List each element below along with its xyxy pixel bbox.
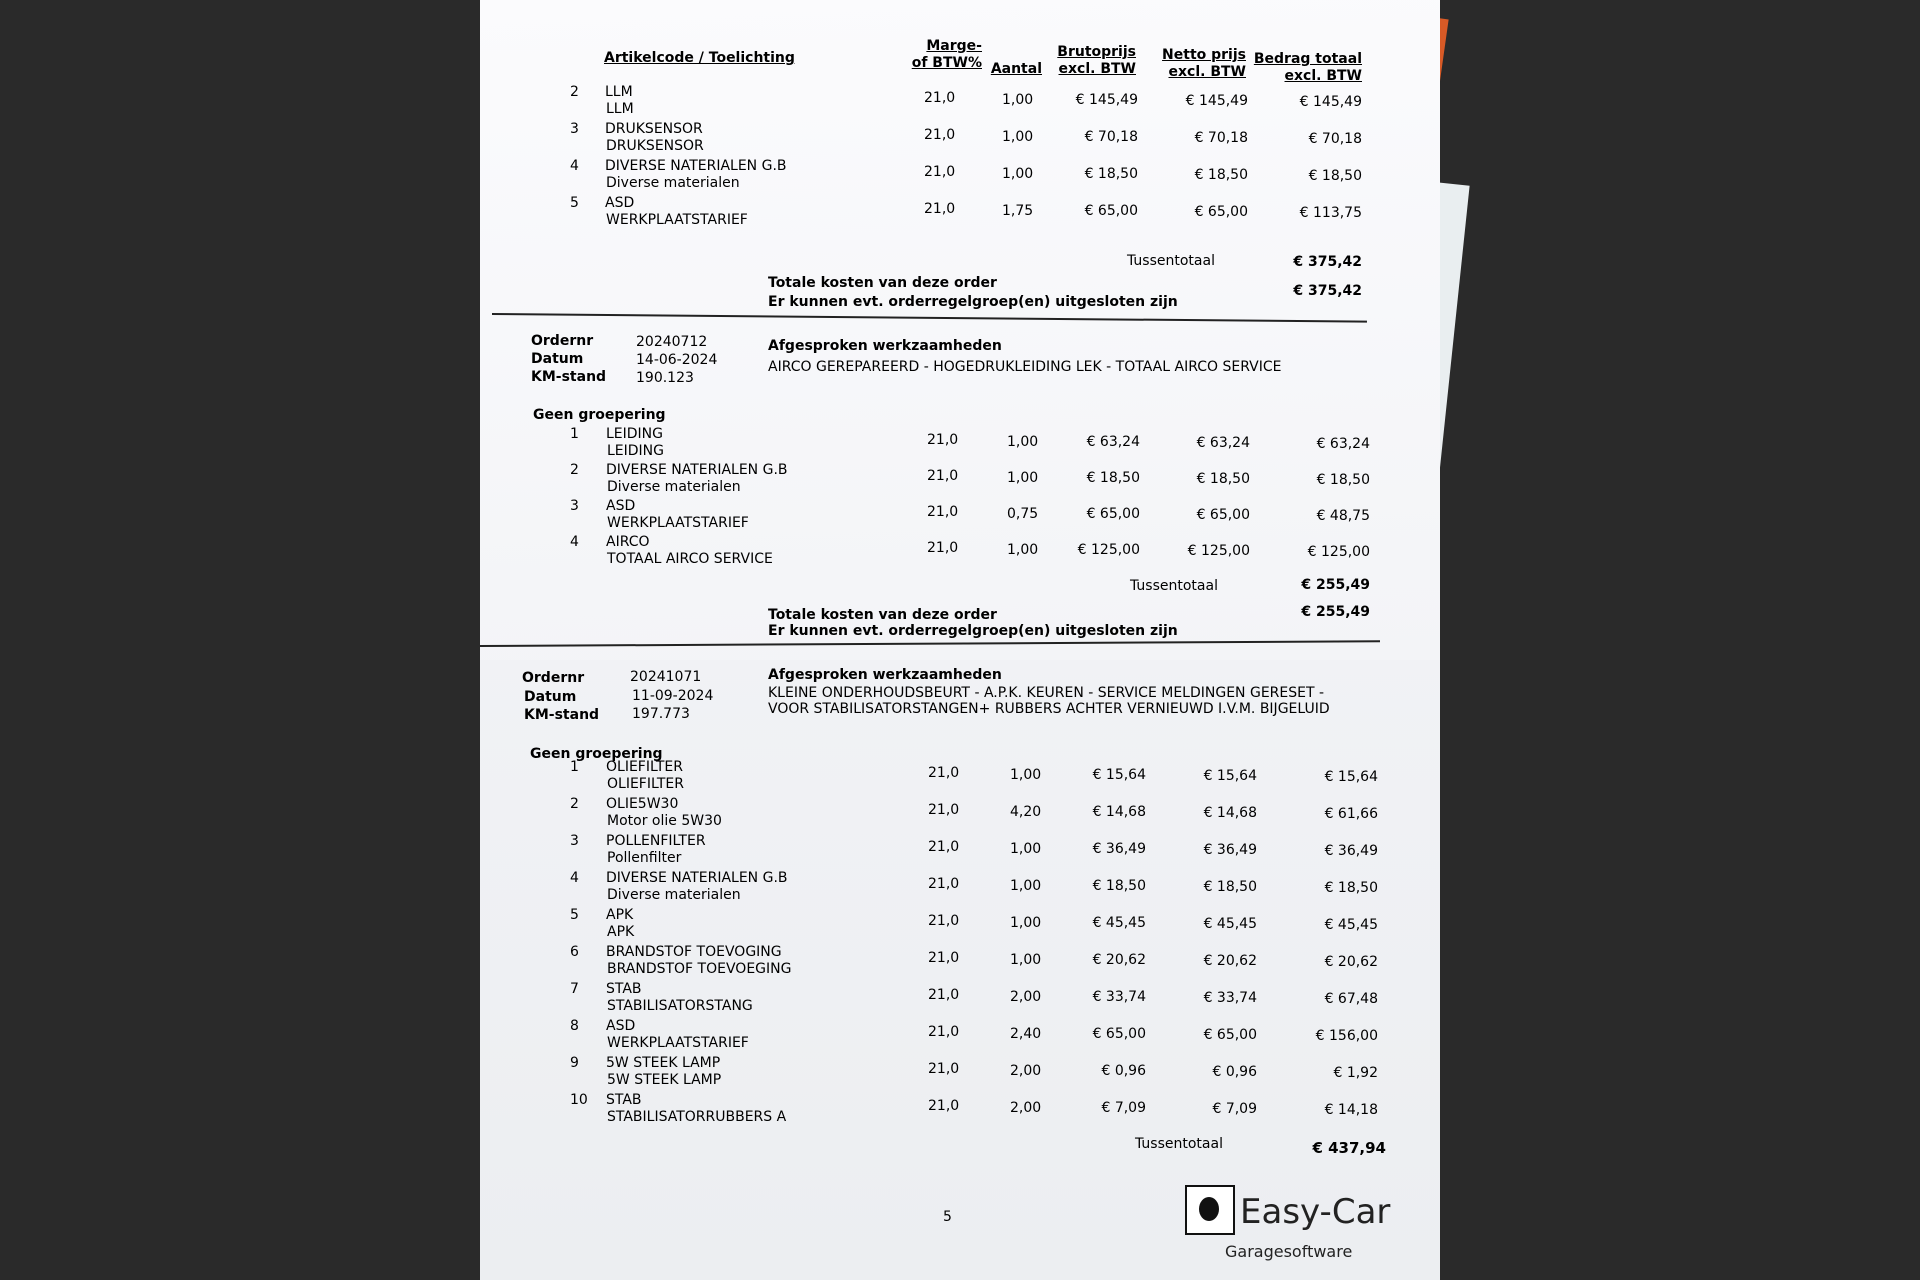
order3-row-total: € 18,50 <box>1324 880 1378 896</box>
order3-row-qty: 2,00 <box>1010 1100 1042 1116</box>
order1-row-code: DIVERSE NATERIALEN G.B <box>605 158 787 174</box>
order1-total-value: € 375,42 <box>1293 283 1362 299</box>
order1-excluded-note: Er kunnen evt. orderregelgroep(en) uitgesloten zijn <box>768 294 1178 310</box>
order3-work-line-1: KLEINE ONDERHOUDSBEURT - A.P.K. KEUREN - SERVICE MELDINGEN GERESET - <box>768 685 1325 701</box>
order2-row-qty: 0,75 <box>1007 506 1039 522</box>
order2-row-net: € 125,00 <box>1187 543 1250 559</box>
order3-row-vat: 21,0 <box>928 1061 960 1077</box>
order3-row-qty: 1,00 <box>1010 767 1042 783</box>
order3-row-number: 3 <box>570 833 579 849</box>
order1-row-description: LLM <box>606 101 634 117</box>
order2-row-gross: € 18,50 <box>1086 470 1140 486</box>
order3-row-total: € 14,18 <box>1324 1102 1378 1118</box>
background-right <box>1440 0 1920 1280</box>
order3-row-description: Motor olie 5W30 <box>607 813 722 829</box>
order3-row-qty: 4,20 <box>1010 804 1042 820</box>
order3-row-code: OLIEFILTER <box>606 759 683 775</box>
order1-total-label: Totale kosten van deze order <box>768 275 997 291</box>
order1-row-vat: 21,0 <box>924 164 956 180</box>
order3-row-vat: 21,0 <box>928 1024 960 1040</box>
order1-row-total: € 145,49 <box>1299 94 1362 110</box>
order3-row-gross: € 14,68 <box>1092 804 1146 820</box>
order3-row-code: DIVERSE NATERIALEN G.B <box>606 870 788 886</box>
order3-row-code: ASD <box>606 1018 636 1034</box>
background-left <box>0 0 480 1280</box>
order1-row-description: DRUKSENSOR <box>606 138 704 154</box>
order2-row-total: € 18,50 <box>1316 472 1370 488</box>
header-margin: Marge- of BTW% <box>911 38 982 71</box>
order2-row-code: DIVERSE NATERIALEN G.B <box>606 462 788 478</box>
order3-row-net: € 15,64 <box>1203 768 1257 784</box>
order2-total-value: € 255,49 <box>1301 604 1370 620</box>
order2-row-number: 3 <box>570 498 579 514</box>
order2-row-code: LEIDING <box>606 426 664 442</box>
order1-row-net: € 18,50 <box>1194 167 1248 183</box>
order3-row-description: STABILISATORSTANG <box>607 998 753 1014</box>
order2-row-number: 1 <box>570 426 579 442</box>
order1-row-number: 2 <box>570 84 579 100</box>
order3-row-total: € 20,62 <box>1324 954 1378 970</box>
order2-row-vat: 21,0 <box>927 468 959 484</box>
order2-row-total: € 125,00 <box>1307 544 1370 560</box>
order3-row-total: € 156,00 <box>1315 1028 1378 1044</box>
logo-subtitle: Garagesoftware <box>1225 1242 1353 1261</box>
order2-row-description: WERKPLAATSTARIEF <box>607 515 749 531</box>
order1-row-gross: € 65,00 <box>1084 203 1138 219</box>
order1-row-total: € 18,50 <box>1308 168 1362 184</box>
order3-row-qty: 1,00 <box>1010 878 1042 894</box>
order3-row-description: Pollenfilter <box>607 850 682 866</box>
order3-row-code: OLIE5W30 <box>606 796 679 812</box>
order3-row-code: STAB <box>606 1092 642 1108</box>
order3-row-code: STAB <box>606 981 642 997</box>
order2-row-total: € 63,24 <box>1316 436 1370 452</box>
order3-row-net: € 14,68 <box>1203 805 1257 821</box>
order3-km-value: 197.773 <box>632 706 690 722</box>
order3-group-label: Geen groepering <box>530 746 663 762</box>
order3-row-vat: 21,0 <box>928 765 960 781</box>
order3-row-qty: 1,00 <box>1010 915 1042 931</box>
order1-row-gross: € 18,50 <box>1084 166 1138 182</box>
order2-nr-label: Ordernr <box>531 333 594 349</box>
order2-km-value: 190.123 <box>636 370 694 386</box>
order1-row-vat: 21,0 <box>924 127 956 143</box>
order3-row-total: € 61,66 <box>1324 806 1378 822</box>
order2-row-number: 2 <box>570 462 579 478</box>
logo-name: Easy-Car <box>1240 1192 1391 1232</box>
order2-group-label: Geen groepering <box>533 407 666 423</box>
order3-row-number: 10 <box>570 1092 588 1108</box>
order3-subtotal-value: € 437,94 <box>1312 1139 1386 1157</box>
order2-work-line: AIRCO GEREPAREERD - HOGEDRUKLEIDING LEK - TOTAAL AIRCO SERVICE <box>768 359 1282 375</box>
order1-subtotal-value: € 375,42 <box>1293 254 1362 270</box>
order3-row-total: € 67,48 <box>1324 991 1378 1007</box>
order3-row-code: POLLENFILTER <box>606 833 706 849</box>
order2-row-number: 4 <box>570 534 579 550</box>
order3-row-total: € 15,64 <box>1324 769 1378 785</box>
order3-row-description: WERKPLAATSTARIEF <box>607 1035 749 1051</box>
order1-row-qty: 1,00 <box>1002 129 1034 145</box>
order1-row-description: WERKPLAATSTARIEF <box>606 212 748 228</box>
order3-nr-label: Ordernr <box>522 670 585 686</box>
order3-row-net: € 7,09 <box>1212 1101 1257 1117</box>
order3-row-net: € 33,74 <box>1203 990 1257 1006</box>
order2-row-vat: 21,0 <box>927 504 959 520</box>
order2-row-net: € 18,50 <box>1196 471 1250 487</box>
order3-row-net: € 18,50 <box>1203 879 1257 895</box>
order3-row-total: € 36,49 <box>1324 843 1378 859</box>
order3-row-vat: 21,0 <box>928 802 960 818</box>
order3-km-label: KM-stand <box>524 707 600 723</box>
order3-row-net: € 20,62 <box>1203 953 1257 969</box>
order1-row-number: 3 <box>570 121 579 137</box>
order2-row-total: € 48,75 <box>1316 508 1370 524</box>
order3-row-code: APK <box>606 907 634 923</box>
order1-row-net: € 65,00 <box>1194 204 1248 220</box>
header-gross: Brutoprijs excl. BTW <box>1057 44 1136 77</box>
order3-row-number: 5 <box>570 907 579 923</box>
order1-row-qty: 1,00 <box>1002 92 1034 108</box>
order1-row-code: ASD <box>605 195 635 211</box>
order1-row-number: 4 <box>570 158 579 174</box>
order2-row-description: Diverse materialen <box>607 479 741 495</box>
order2-row-vat: 21,0 <box>927 540 959 556</box>
order2-row-net: € 63,24 <box>1196 435 1250 451</box>
order3-row-qty: 2,00 <box>1010 989 1042 1005</box>
order3-row-number: 8 <box>570 1018 579 1034</box>
order3-row-gross: € 36,49 <box>1092 841 1146 857</box>
order3-row-gross: € 7,09 <box>1101 1100 1146 1116</box>
order2-row-gross: € 125,00 <box>1077 542 1140 558</box>
order3-row-vat: 21,0 <box>928 913 960 929</box>
order3-row-gross: € 45,45 <box>1092 915 1146 931</box>
order1-row-gross: € 145,49 <box>1075 92 1138 108</box>
order3-row-net: € 45,45 <box>1203 916 1257 932</box>
order3-row-gross: € 18,50 <box>1092 878 1146 894</box>
order3-row-description: OLIEFILTER <box>607 776 684 792</box>
order3-row-description: BRANDSTOF TOEVOEGING <box>607 961 792 977</box>
order3-row-number: 6 <box>570 944 579 960</box>
order2-subtotal-label: Tussentotaal <box>1130 578 1218 594</box>
order2-row-vat: 21,0 <box>927 432 959 448</box>
order1-row-total: € 113,75 <box>1299 205 1362 221</box>
order3-row-number: 2 <box>570 796 579 812</box>
order3-row-description: 5W STEEK LAMP <box>607 1072 722 1088</box>
order2-row-gross: € 63,24 <box>1086 434 1140 450</box>
order2-row-qty: 1,00 <box>1007 434 1039 450</box>
order3-row-net: € 0,96 <box>1212 1064 1257 1080</box>
order1-row-net: € 145,49 <box>1185 93 1248 109</box>
order3-date-value: 11-09-2024 <box>632 688 714 704</box>
order2-subtotal-value: € 255,49 <box>1301 577 1370 593</box>
order1-row-vat: 21,0 <box>924 90 956 106</box>
order3-row-gross: € 0,96 <box>1101 1063 1146 1079</box>
order3-row-description: STABILISATORRUBBERS A <box>607 1109 787 1125</box>
order1-row-total: € 70,18 <box>1308 131 1362 147</box>
order2-row-net: € 65,00 <box>1196 507 1250 523</box>
order3-row-net: € 36,49 <box>1203 842 1257 858</box>
order3-row-code: 5W STEEK LAMP <box>606 1055 721 1071</box>
header-net: Netto prijs excl. BTW <box>1162 47 1246 80</box>
order1-row-code: LLM <box>605 84 633 100</box>
order3-date-label: Datum <box>524 689 577 705</box>
order3-row-vat: 21,0 <box>928 876 960 892</box>
order3-row-qty: 2,00 <box>1010 1063 1042 1079</box>
order3-row-number: 1 <box>570 759 579 775</box>
order2-excluded-note: Er kunnen evt. orderregelgroep(en) uitgesloten zijn <box>768 623 1178 639</box>
order1-row-gross: € 70,18 <box>1084 129 1138 145</box>
order3-row-number: 4 <box>570 870 579 886</box>
header-total: Bedrag totaal excl. BTW <box>1253 51 1362 84</box>
order3-row-code: BRANDSTOF TOEVOGING <box>606 944 782 960</box>
order3-subtotal-label: Tussentotaal <box>1135 1136 1223 1152</box>
order2-row-description: LEIDING <box>607 443 665 459</box>
ant-icon <box>1185 1185 1235 1235</box>
order2-date-value: 14-06-2024 <box>636 352 718 368</box>
order3-row-vat: 21,0 <box>928 1098 960 1114</box>
order1-row-description: Diverse materialen <box>606 175 740 191</box>
order1-row-qty: 1,00 <box>1002 166 1034 182</box>
order2-km-label: KM-stand <box>531 369 607 385</box>
order3-row-qty: 1,00 <box>1010 952 1042 968</box>
order3-row-total: € 45,45 <box>1324 917 1378 933</box>
order2-nr-value: 20240712 <box>636 334 708 350</box>
order2-row-code: ASD <box>606 498 636 514</box>
order3-row-total: € 1,92 <box>1333 1065 1378 1081</box>
order1-row-net: € 70,18 <box>1194 130 1248 146</box>
order3-row-gross: € 20,62 <box>1092 952 1146 968</box>
header-qty: Aantal <box>990 61 1042 77</box>
order3-row-gross: € 15,64 <box>1092 767 1146 783</box>
order3-row-number: 7 <box>570 981 579 997</box>
order1-row-number: 5 <box>570 195 579 211</box>
order2-row-gross: € 65,00 <box>1086 506 1140 522</box>
order2-date-label: Datum <box>531 351 584 367</box>
order1-subtotal-label: Tussentotaal <box>1127 253 1215 269</box>
order3-row-qty: 2,40 <box>1010 1026 1042 1042</box>
order2-row-qty: 1,00 <box>1007 470 1039 486</box>
order3-row-vat: 21,0 <box>928 839 960 855</box>
order2-row-code: AIRCO <box>606 534 650 550</box>
order3-row-description: Diverse materialen <box>607 887 741 903</box>
order1-row-qty: 1,75 <box>1002 203 1034 219</box>
order3-row-vat: 21,0 <box>928 987 960 1003</box>
order2-row-description: TOTAAL AIRCO SERVICE <box>607 551 773 567</box>
order2-row-qty: 1,00 <box>1007 542 1039 558</box>
order3-nr-value: 20241071 <box>630 669 702 685</box>
order3-row-number: 9 <box>570 1055 579 1071</box>
header-article: Artikelcode / Toelichting <box>604 50 795 66</box>
order3-row-gross: € 65,00 <box>1092 1026 1146 1042</box>
order2-total-label: Totale kosten van deze order <box>768 607 997 623</box>
order1-row-vat: 21,0 <box>924 201 956 217</box>
order2-work-label: Afgesproken werkzaamheden <box>768 338 1002 354</box>
order3-work-line-2: VOOR STABILISATORSTANGEN+ RUBBERS ACHTER VERNIEUWD I.V.M. BIJGELUID <box>768 701 1330 717</box>
order1-row-code: DRUKSENSOR <box>605 121 703 137</box>
order3-row-gross: € 33,74 <box>1092 989 1146 1005</box>
page-number: 5 <box>943 1209 952 1225</box>
order3-row-description: APK <box>607 924 635 940</box>
order3-work-label: Afgesproken werkzaamheden <box>768 667 1002 683</box>
order3-row-vat: 21,0 <box>928 950 960 966</box>
order3-row-qty: 1,00 <box>1010 841 1042 857</box>
order3-row-net: € 65,00 <box>1203 1027 1257 1043</box>
